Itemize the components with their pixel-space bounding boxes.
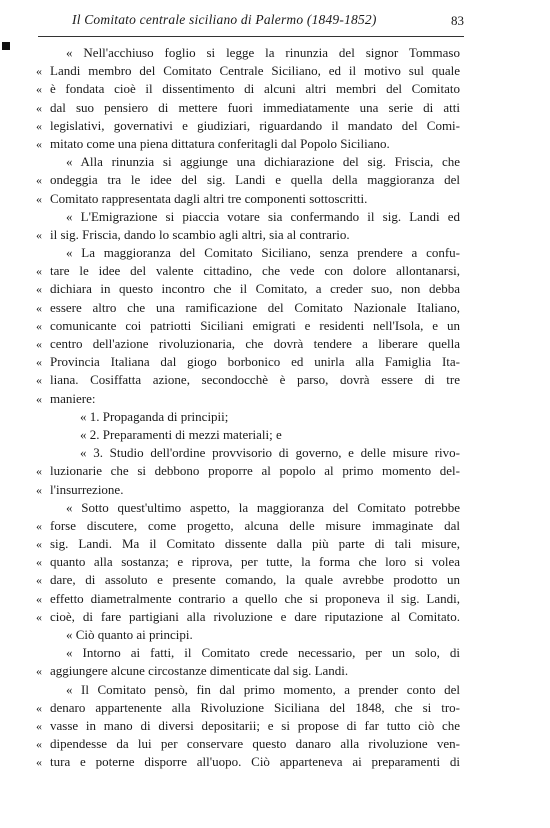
line-text: quanto alla sostanza; e riprova, per tutte, la forma che loro si volea xyxy=(50,554,460,570)
header-rule xyxy=(38,36,464,37)
line-text: liana. Cosiffatta azione, secondocchè è parso, dovrà essere di tre xyxy=(50,372,460,388)
text-line xyxy=(36,444,460,462)
line-text: dichiara in questo incontro che il Comitato, a creder suo, non debba xyxy=(50,281,460,297)
quote-mark: « xyxy=(36,373,42,388)
text-line xyxy=(36,244,460,262)
text-line xyxy=(36,371,460,389)
quote-mark: « xyxy=(36,700,42,715)
text-line xyxy=(36,681,460,699)
text-line xyxy=(36,262,460,280)
running-title: Il Comitato centrale siciliano di Palermo (1849-1852) xyxy=(72,12,377,27)
line-text: essere altro che una ramificazione del Comitato Nazionale Italiano, xyxy=(50,299,460,315)
page-number: 83 xyxy=(451,13,464,28)
text-line xyxy=(36,535,460,553)
line-text: vasse in mano di diversi depositarii; e si propose di far tutto ciò che xyxy=(50,717,460,733)
body-text xyxy=(36,44,460,772)
text-line xyxy=(36,353,460,371)
quote-mark: « xyxy=(36,300,42,315)
line-text: effetto diametralmente contrario a quello che si proponeva il sig. Landi, xyxy=(50,590,460,606)
text-line xyxy=(36,44,460,62)
text-line xyxy=(36,717,460,735)
quote-mark: « xyxy=(36,82,42,97)
quote-mark: « xyxy=(36,282,42,297)
line-text: Provincia Italiana dal giogo borbonico ed unirla alla Famiglia Ita- xyxy=(50,354,460,370)
line-text: sig. Landi. Ma il Comitato dissente dalla più parte di tali misure, xyxy=(50,536,460,552)
line-text: luzionarie che si debbono proporre al popolo al primo momento del- xyxy=(50,463,460,479)
text-line xyxy=(36,335,460,353)
text-line xyxy=(36,226,460,244)
line-text: comunicante coi patriotti Siciliani emigrati e residenti nell'Isola, e un xyxy=(50,317,460,333)
quote-mark: « xyxy=(36,118,42,133)
line-text: forse discutere, come progetto, alcuna delle misure immaginate dal xyxy=(50,517,460,533)
line-text: « Il Comitato pensò, fin dal primo momento, a prender conto del xyxy=(66,681,460,697)
quote-mark: « xyxy=(36,391,42,406)
quote-mark: « xyxy=(36,573,42,588)
margin-mark xyxy=(2,42,10,50)
quote-mark: « xyxy=(36,318,42,333)
quote-mark: « xyxy=(36,718,42,733)
text-line xyxy=(36,481,460,499)
quote-mark: « xyxy=(36,355,42,370)
text-line xyxy=(36,80,460,98)
text-line xyxy=(36,299,460,317)
quote-mark: « xyxy=(36,518,42,533)
text-line xyxy=(36,280,460,298)
quote-mark: « xyxy=(36,100,42,115)
text-line xyxy=(36,499,460,517)
text-line xyxy=(36,662,460,680)
line-text: centro dell'azione rivoluzionaria, che dovrà tendere a liberare quella xyxy=(50,336,460,351)
line-text: l'insurrezione. xyxy=(50,481,124,497)
line-text: legislativi, governativi e giudiziari, riguardando il mandato del Comi- xyxy=(50,117,460,133)
quote-mark: « xyxy=(36,482,42,497)
line-text: dare, di assoluto e presente comando, la quale avrebbe prodotto un xyxy=(50,572,460,588)
quote-mark: « xyxy=(36,537,42,552)
quote-mark: « xyxy=(36,755,42,770)
text-line xyxy=(36,62,460,80)
quote-mark: « xyxy=(36,737,42,752)
line-text: il sig. Friscia, dando lo scambio agli altri, sia al contrario. xyxy=(50,226,350,242)
quote-mark: « xyxy=(36,173,42,188)
page-header xyxy=(72,12,462,34)
line-text: dal suo pensiero di mettere fuori immediatamente una serie di atti xyxy=(50,99,460,115)
quote-mark: « xyxy=(36,464,42,479)
text-line xyxy=(36,153,460,171)
quote-mark: « xyxy=(36,136,42,151)
quote-mark: « xyxy=(36,227,42,242)
text-line xyxy=(36,390,460,408)
line-text: cioè, di fare partigiani alla rivoluzione e dare riputazione al Comitato. xyxy=(50,608,460,624)
text-line xyxy=(36,171,460,189)
line-text: ondeggia tra le idee del sig. Landi e quella della maggioranza del xyxy=(50,172,460,188)
text-line xyxy=(36,99,460,117)
line-text: « 2. Preparamenti di mezzi materiali; e xyxy=(80,426,282,442)
text-line xyxy=(36,462,460,480)
line-text: « Sotto quest'ultimo aspetto, la maggioranza del Comitato potrebbe xyxy=(66,499,460,515)
line-text: denaro appartenente alla Rivoluzione Siciliana del 1848, che si tro- xyxy=(50,699,460,715)
quote-mark: « xyxy=(36,591,42,606)
text-line xyxy=(36,317,460,335)
quote-mark: « xyxy=(36,555,42,570)
text-line xyxy=(36,735,460,753)
line-text: Landi membro del Comitato Centrale Siciliano, ed il motivo sul quale xyxy=(50,63,460,79)
line-text: « L'Emigrazione si piaccia votare sia confermando il sig. Landi ed xyxy=(66,208,460,224)
text-line xyxy=(36,608,460,626)
quote-mark: « xyxy=(36,664,42,679)
line-text: « Ciò quanto ai principi. xyxy=(66,627,193,642)
line-text: « Intorno ai fatti, il Comitato crede necessario, per un solo, di xyxy=(66,645,460,661)
line-text: « Nell'acchiuso foglio si legge la rinunzia del signor Tommaso xyxy=(66,45,460,60)
text-line xyxy=(36,553,460,571)
line-text: è fondata cioè il dissentimento di alcuni altri membri del Comitato xyxy=(50,81,460,97)
text-line xyxy=(36,626,460,644)
quote-mark: « xyxy=(36,337,42,351)
text-line xyxy=(36,517,460,535)
quote-mark: « xyxy=(36,609,42,624)
text-line xyxy=(36,190,460,208)
line-text: mitato come una piena dittatura conferitagli dal Popolo Siciliano. xyxy=(50,135,390,151)
line-text: Comitato rappresentata dagli altri tre componenti sottoscritti. xyxy=(50,190,368,206)
text-line xyxy=(36,117,460,135)
line-text: « La maggioranza del Comitato Siciliano, senza prendere a confu- xyxy=(66,245,460,261)
line-text: « 1. Propaganda di principii; xyxy=(80,408,229,424)
line-text: tura e poterne disporre all'uopo. Ciò apparteneva ai preparamenti di xyxy=(50,754,460,770)
line-text: aggiungere alcune circostanze dimenticate dal sig. Landi. xyxy=(50,663,349,679)
quote-mark: « xyxy=(36,64,42,79)
line-text: dipendesse da lui per conservare questo danaro alla rivoluzione ven- xyxy=(50,736,460,752)
quote-mark: « xyxy=(36,191,42,206)
text-line xyxy=(36,426,460,444)
text-line xyxy=(36,590,460,608)
text-line xyxy=(36,135,460,153)
text-line xyxy=(36,571,460,589)
text-line xyxy=(36,644,460,662)
text-line xyxy=(36,408,460,426)
text-line xyxy=(36,699,460,717)
line-text: « Alla rinunzia si aggiunge una dichiarazione del sig. Friscia, che xyxy=(66,154,460,170)
text-line xyxy=(36,753,460,771)
text-line xyxy=(36,208,460,226)
line-text: tare le idee del valente cittadino, che vede con dolore allontanarsi, xyxy=(50,263,460,279)
line-text: maniere: xyxy=(50,390,96,406)
quote-mark: « xyxy=(36,264,42,279)
line-text: « 3. Studio dell'ordine provvisorio di governo, e delle misure rivo- xyxy=(80,445,460,461)
